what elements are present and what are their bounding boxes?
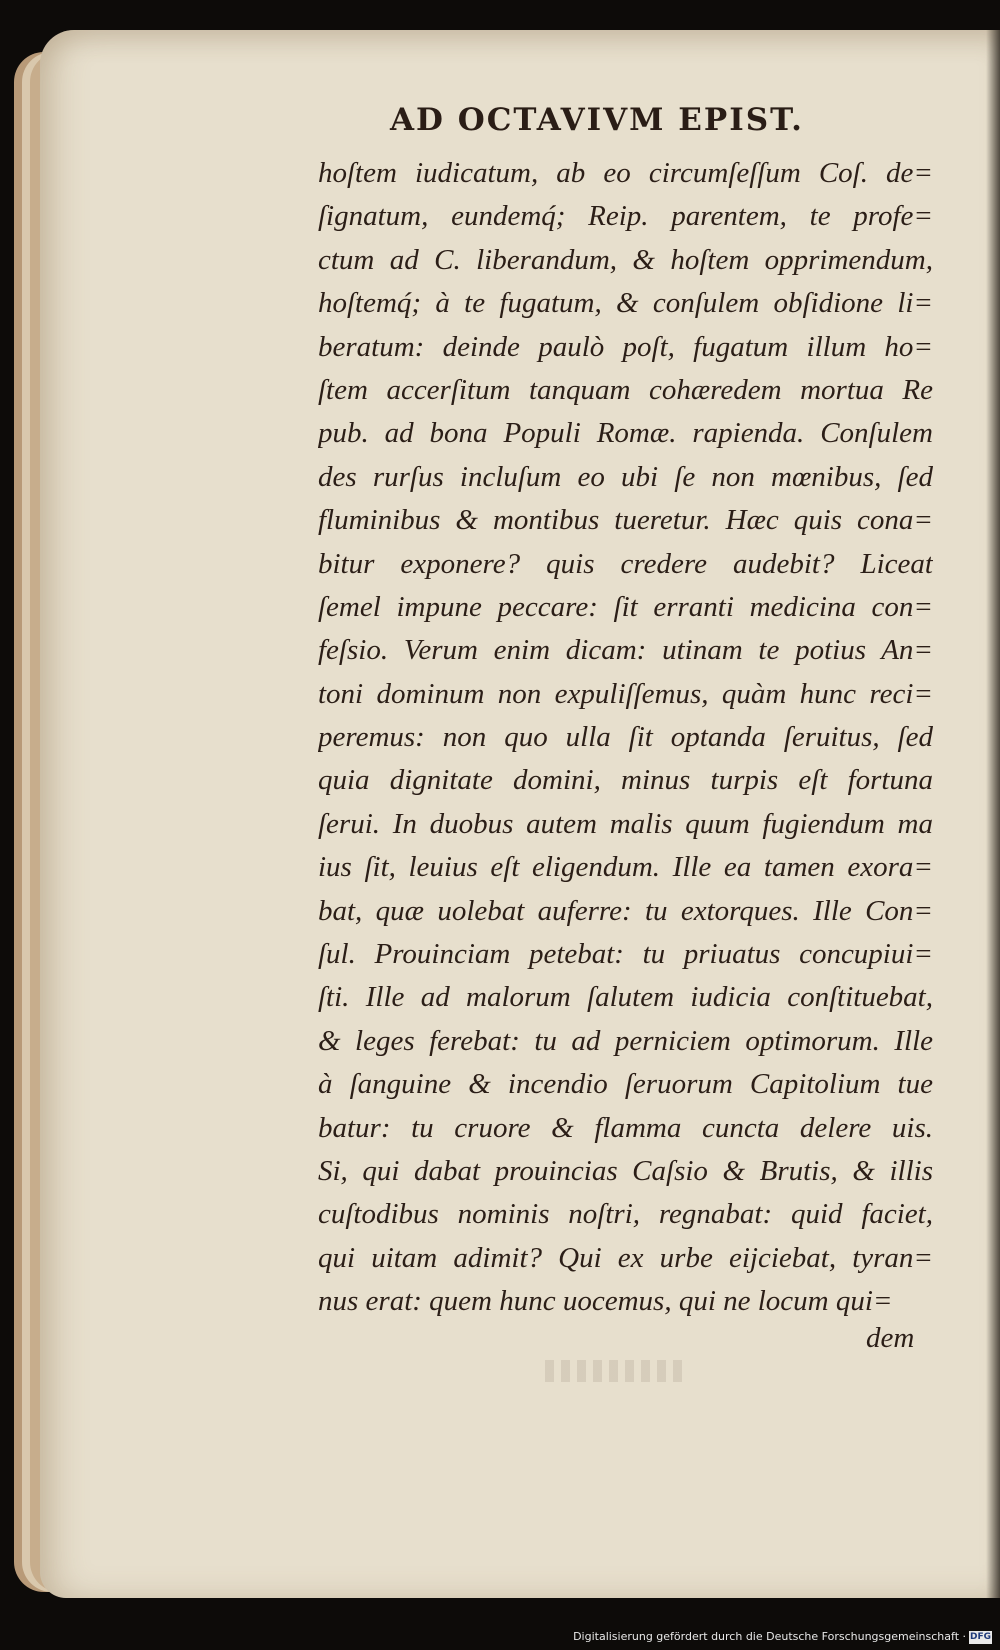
bleed-through-mark [545,1360,685,1382]
text-line: qui uitam adimit? Qui ex urbe eijciebat, tyran= [318,1241,933,1274]
text-line: peremus: non quo ulla ſit optanda ſeruitus, ſed [318,721,933,754]
text-line: ius ſit, leuius eſt eligendum. Ille ea tamen exora= [318,851,933,884]
running-head: AD OCTAVIVM EPIST. [390,102,804,138]
text-line: à ſanguine & incendio ſeruorum Capitolium tue [318,1068,933,1101]
text-line: ſtem accerſitum tanquam cohæredem mortua Re [318,373,933,406]
text-line: hoſtem iudicatum, ab eo circumſeſſum Coſ. de= [318,157,933,189]
text-line: ſul. Prouinciam petebat: tu priuatus concupiui= [318,938,933,971]
text-line: batur: tu cruore & flamma cuncta delere uis. [318,1111,933,1144]
text-block [318,152,933,1324]
text-line: ctum ad C. liberandum, & hoſtem opprimendum, [318,243,933,276]
text-line: Si, qui dabat prouincias Caſsio & Brutis, & illis [318,1154,933,1187]
text-line: bitur exponere? quis credere audebit? Liceat [318,547,933,580]
text-line: ſti. Ille ad malorum ſalutem iudicia conſtituebat, [318,981,933,1014]
text-line: ſerui. In duobus autem malis quum fugiendum ma [318,807,933,840]
text-line: hoſtemq́; à te fugatum, & conſulem obſidione li= [318,287,933,320]
text-line: feſsio. Verum enim dicam: utinam te potius An= [318,634,933,667]
text-line: beratum: deinde paulò poſt, fugatum illum ho= [318,330,933,363]
text-line: ſemel impune peccare: ſit erranti medicina con= [318,590,933,623]
gutter-shadow [986,30,1000,1598]
text-line: bat, quæ uolebat auferre: tu extorques. Ille Con= [318,894,933,927]
text-line: fluminibus & montibus tueretur. Hæc quis cona= [318,504,933,537]
text-line: cuſtodibus nominis noſtri, regnabat: quid faciet, [318,1198,933,1231]
text-line: des rurſus incluſum eo ubi ſe non mœnibus, ſed [318,460,933,493]
text-line: pub. ad bona Populi Romæ. rapienda. Conſulem [318,417,933,450]
dfg-logo: DFG [969,1632,991,1642]
text-line: toni dominum non expuliſſemus, quàm hunc reci= [318,677,933,710]
text-line: ſignatum, eundemq́; Reip. parentem, te profe= [318,200,933,233]
text-line: & leges ferebat: tu ad perniciem optimorum. Ille [318,1024,933,1057]
catchword: dem [866,1322,915,1354]
text-line: nus erat: quem hunc uocemus, qui ne locum qui= [318,1285,893,1318]
funding-credit: Digitalisierung gefördert durch die Deutsche Forschungsgemeinschaft · [573,1630,966,1643]
text-line: quia dignitate domini, minus turpis eſt fortuna [318,764,933,797]
